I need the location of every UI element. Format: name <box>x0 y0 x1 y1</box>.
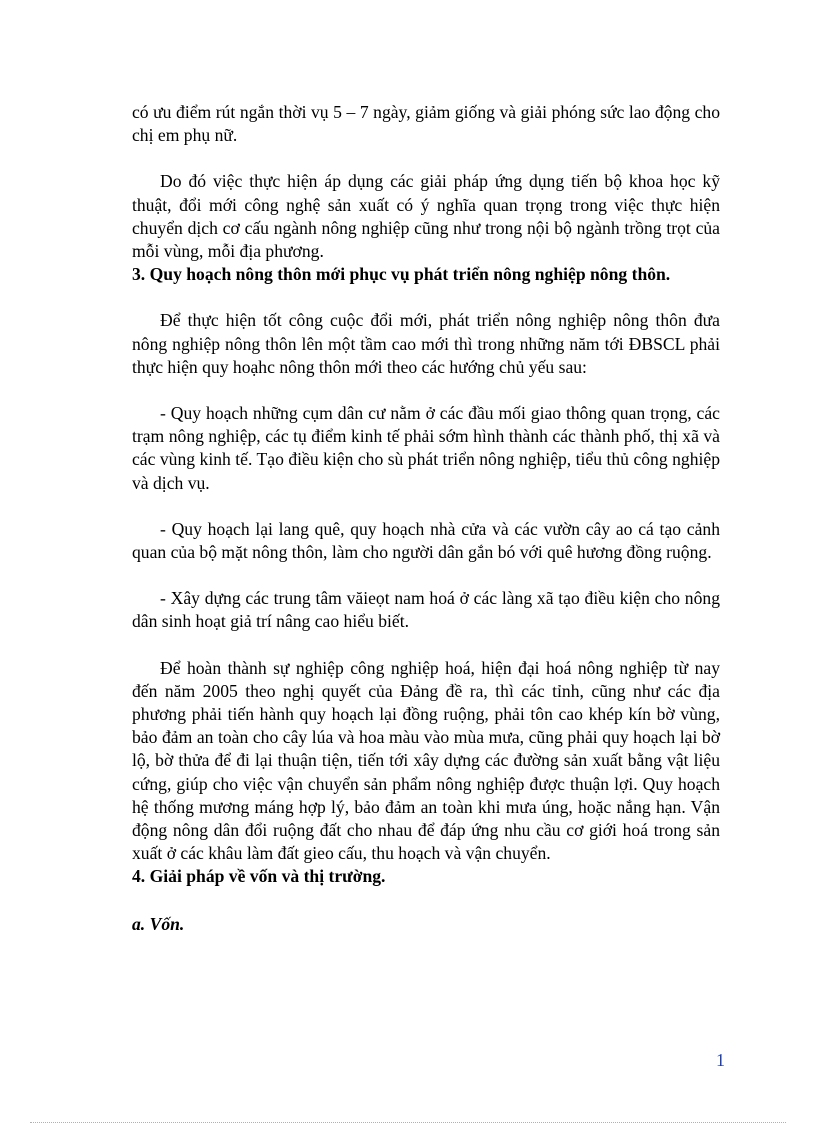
bullet-culture-centers: - Xây dựng các trung tâm văieọt nam hoá ở các làng xã tạo điều kiện cho nông dân sinh hoạt giả trí nâng cao hiểu biết. <box>132 588 720 632</box>
paragraph-industrialization: Để hoàn thành sự nghiệp công nghiệp hoá, hiện đại hoá nông nghiệp từ nay đến năm 2005 theo nghị quyết của Đảng đề ra, thì các tỉnh, cũng như các địa phương phải tiến hành quy hoạch lại đồng ruộng, phải tôn cao khép kín bờ vùng, bảo đảm an toàn cho cây lúa và hoa màu vào mùa mưa, cũng phải quy hoạch lại bờ lộ, bờ thửa để đi lại thuận tiện, tiến tới xây dựng các đường sản xuất bằng vật liệu cứng, giúp cho việc vận chuyển sản phẩm nông nghiệp được thuận lợi. Quy hoạch hệ thống mương máng hợp lý, bảo đảm an toàn khi mưa úng, hoặc nắng hạn. Vận động nông dân đổi ruộng đất cho nhau để đáp ứng nhu cầu cơ giới hoá trong sản xuất ở các khâu làm đất gieo cấu, thu hoạch và vận chuyển. <box>132 657 720 864</box>
document-body <box>132 101 720 936</box>
paragraph-continuation: có ưu điểm rút ngắn thời vụ 5 – 7 ngày, giảm giống và giải phóng sức lao động cho chị em phụ nữ. <box>132 102 720 146</box>
bullet-village-planning: - Quy hoạch lại lang quê, quy hoạch nhà cửa và các vườn cây ao cá tạo cảnh quan của bộ mặt nông thôn, làm cho người dân gắn bó với quê hương đồng ruộng. <box>132 518 720 563</box>
section-heading-3: 3. Quy hoạch nông thôn mới phục vụ phát triển nông nghiệp nông thôn. <box>132 264 671 285</box>
paragraph-planning-intro: Để thực hiện tốt công cuộc đổi mới, phát triển nông nghiệp nông thôn đưa nông nghiệp nông thôn lên một tầm cao mới thì trong những năm tới ĐBSCL phải thực hiện quy hoạhc nông thôn mới theo các hướng chủ yếu sau: <box>132 310 720 377</box>
paragraph-technology: Do đó việc thực hiện áp dụng các giải pháp ứng dụng tiến bộ khoa học kỹ thuật, đổi mới công nghệ sản xuất có ý nghĩa quan trọng trong việc thực hiện chuyển dịch cơ cấu ngành nông nghiệp cũng như trong nội bộ ngành trồng trọt của mỗi vùng, mỗi địa phương. <box>132 171 720 262</box>
section-heading-4: 4. Giải pháp về vốn và thị trường. <box>132 866 386 887</box>
page-number: 1 <box>716 1050 725 1070</box>
bullet-residential-clusters: - Quy hoạch những cụm dân cư nằm ở các đầu mối giao thông quan trọng, các trạm nông nghiệp, các tụ điểm kinh tế phải sớm hình thành các thành phố, thị xã và các vùng kinh tế. Tạo điều kiện cho sù phát triển nông nghiệp, tiểu thủ công nghiệp và dịch vụ. <box>132 403 720 493</box>
subsection-heading-capital: a. Vốn. <box>132 913 185 934</box>
